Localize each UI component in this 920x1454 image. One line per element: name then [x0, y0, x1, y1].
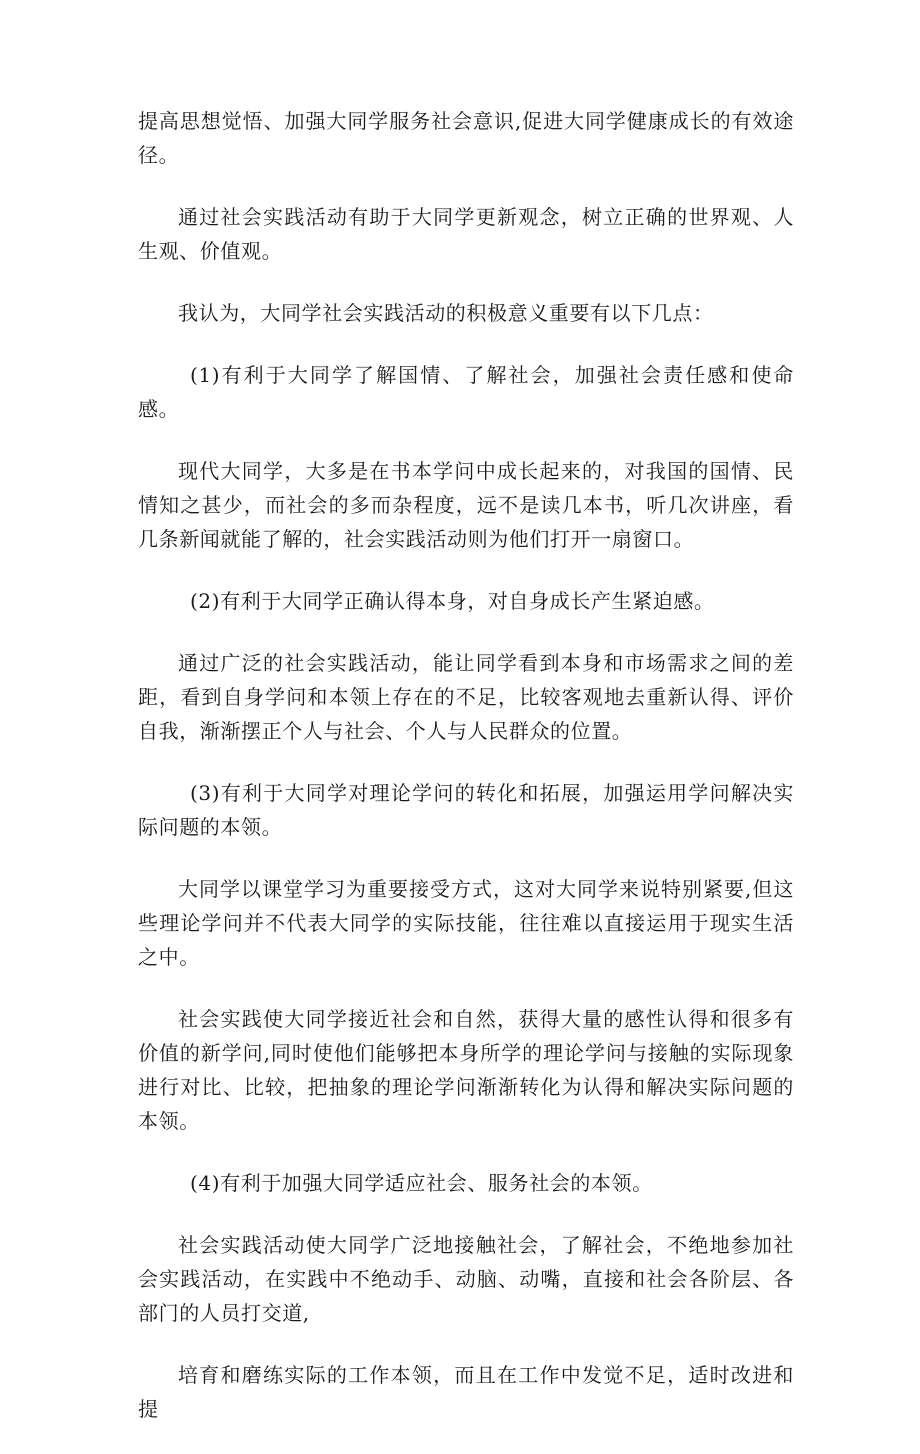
- paragraph-3: 我认为，大同学社会实践活动的积极意义重要有以下几点：: [178, 301, 714, 325]
- paragraph-2: 通过社会实践活动有助于大同学更新观念，树立正确的世界观、人生观、价值观。: [138, 205, 794, 263]
- paragraph-4: 现代大同学，大多是在书本学问中成长起来的，对我国的国情、民情知之甚少，而社会的多而杂程度，远不是读几本书，听几次讲座，看几条新闻就能了解的，社会实践活动则为他们打开一扇窗口。: [138, 459, 794, 551]
- list-item-1: (1)有利于大同学了解国情、了解社会，加强社会责任感和使命感。: [138, 363, 794, 421]
- document-body: [138, 104, 794, 1454]
- list-item-2: (2)有利于大同学正确认得本身，对自身成长产生紧迫感。: [190, 589, 715, 613]
- paragraph-9: 培育和磨练实际的工作本领，而且在工作中发觉不足，适时改进和提: [138, 1363, 794, 1421]
- paragraph-1: 提高思想觉悟、加强大同学服务社会意识,促进大同学健康成长的有效途径。: [138, 109, 794, 167]
- list-item-4: (4)有利于加强大同学适应社会、服务社会的本领。: [190, 1171, 653, 1195]
- paragraph-7: 社会实践使大同学接近社会和自然，获得大量的感性认得和很多有价值的新学问,同时使他们能够把本身所学的理论学问与接触的实际现象进行对比、比较，把抽象的理论学问渐渐转化为认得和解决实际问题的本领。: [138, 1007, 794, 1133]
- paragraph-6: 大同学以课堂学习为重要接受方式，这对大同学来说特别紧要,但这些理论学问并不代表大同学的实际技能，往往难以直接运用于现实生活之中。: [138, 877, 794, 969]
- paragraph-5: 通过广泛的社会实践活动，能让同学看到本身和市场需求之间的差距，看到自身学问和本领上存在的不足，比较客观地去重新认得、评价自我，渐渐摆正个人与社会、个人与人民群众的位置。: [138, 651, 794, 743]
- list-item-3: (3)有利于大同学对理论学问的转化和拓展，加强运用学问解决实际问题的本领。: [138, 781, 794, 839]
- paragraph-8: 社会实践活动使大同学广泛地接触社会，了解社会，不绝地参加社会实践活动，在实践中不绝动手、动脑、动嘴，直接和社会各阶层、各部门的人员打交道,: [138, 1233, 794, 1325]
